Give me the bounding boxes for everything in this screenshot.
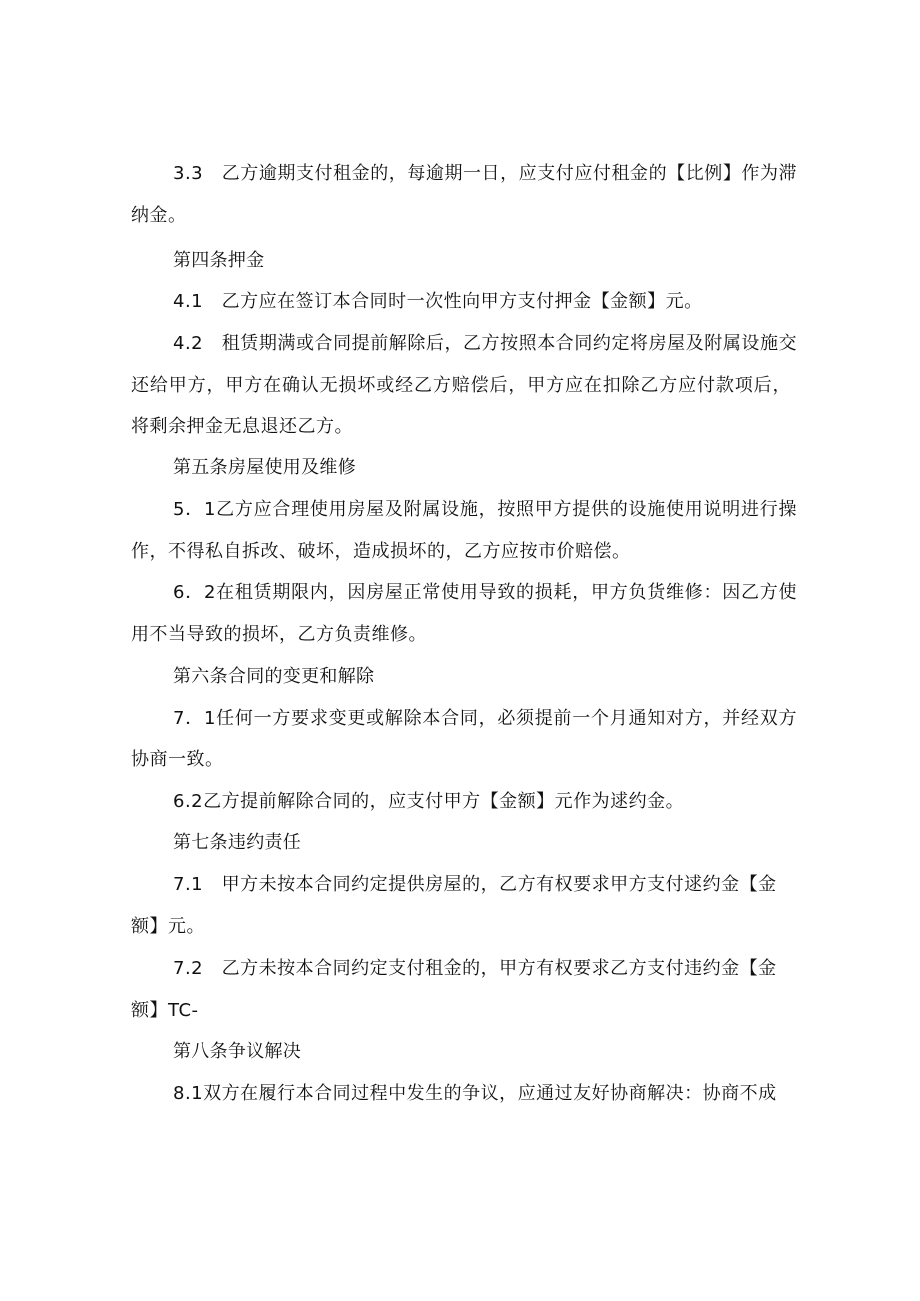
clause-4-2-line-2: 还给甲方，甲方在确认无损坏或经乙方赔偿后，甲方应在扣除乙方应付款项后，	[131, 375, 791, 396]
clause-6-2-a-line-1: 6．2在租赁期限内，因房屋正常使用导致的损耗，甲方负货维修：因乙方使	[173, 582, 797, 603]
clause-7-1-a-line-2: 协商一致。	[131, 749, 224, 770]
clause-3-3-line-2: 纳金。	[131, 205, 187, 226]
clause-7-1-a-line-1: 7．1任何一方要求变更或解除本合同，必须提前一个月通知对方，并经双方	[173, 708, 797, 729]
article-6-heading: 第六条合同的变更和解除	[173, 666, 375, 687]
clause-7-1-b-line-2: 额】元。	[131, 916, 205, 937]
clause-6-2-b-line-1: 6.2乙方提前解除合同的，应支付甲方【金额】元作为逑约金。	[173, 791, 685, 812]
clause-4-1-line-1: 4.1 乙方应在签订本合同时一次性向甲方支付押金【金额】元。	[173, 291, 703, 312]
clause-8-1-line-1: 8.1双方在履行本合同过程中发生的争议，应通过友好协商解决：协商不成	[173, 1083, 777, 1104]
article-5-heading: 第五条房屋使用及维修	[173, 457, 356, 478]
clause-3-3-line-1: 3.3 乙方逾期支付租金的，每逾期一日，应支付应付租金的【比例】作为滞	[173, 163, 797, 184]
clause-7-1-b-line-1: 7.1 甲方未按本合同约定提供房屋的，乙方有权要求甲方支付逑约金【金	[173, 874, 777, 895]
clause-4-2-line-3: 将剩余押金无息退还乙方。	[131, 416, 353, 437]
clause-5-1-line-2: 作，不得私自拆改、破坏，造成损坏的，乙方应按市价赔偿。	[131, 541, 631, 562]
clause-5-1-line-1: 5．1乙方应合理使用房屋及附属设施，按照甲方提供的设施使用说明进行操	[173, 499, 797, 520]
clause-7-2-line-2: 额】TC-	[131, 1000, 199, 1021]
article-4-heading: 第四条押金	[173, 250, 265, 271]
clause-6-2-a-line-2: 用不当导致的损坏，乙方负责维修。	[131, 624, 427, 645]
clause-7-2-line-1: 7.2 乙方未按本合同约定支付租金的，甲方有权要求乙方支付违约金【金	[173, 958, 777, 979]
article-8-heading: 第八条争议解决	[173, 1041, 302, 1062]
article-7-heading: 第七条违约责任	[173, 832, 302, 853]
clause-4-2-line-1: 4.2 租赁期满或合同提前解除后，乙方按照本合同约定将房屋及附属设施交	[173, 333, 797, 354]
